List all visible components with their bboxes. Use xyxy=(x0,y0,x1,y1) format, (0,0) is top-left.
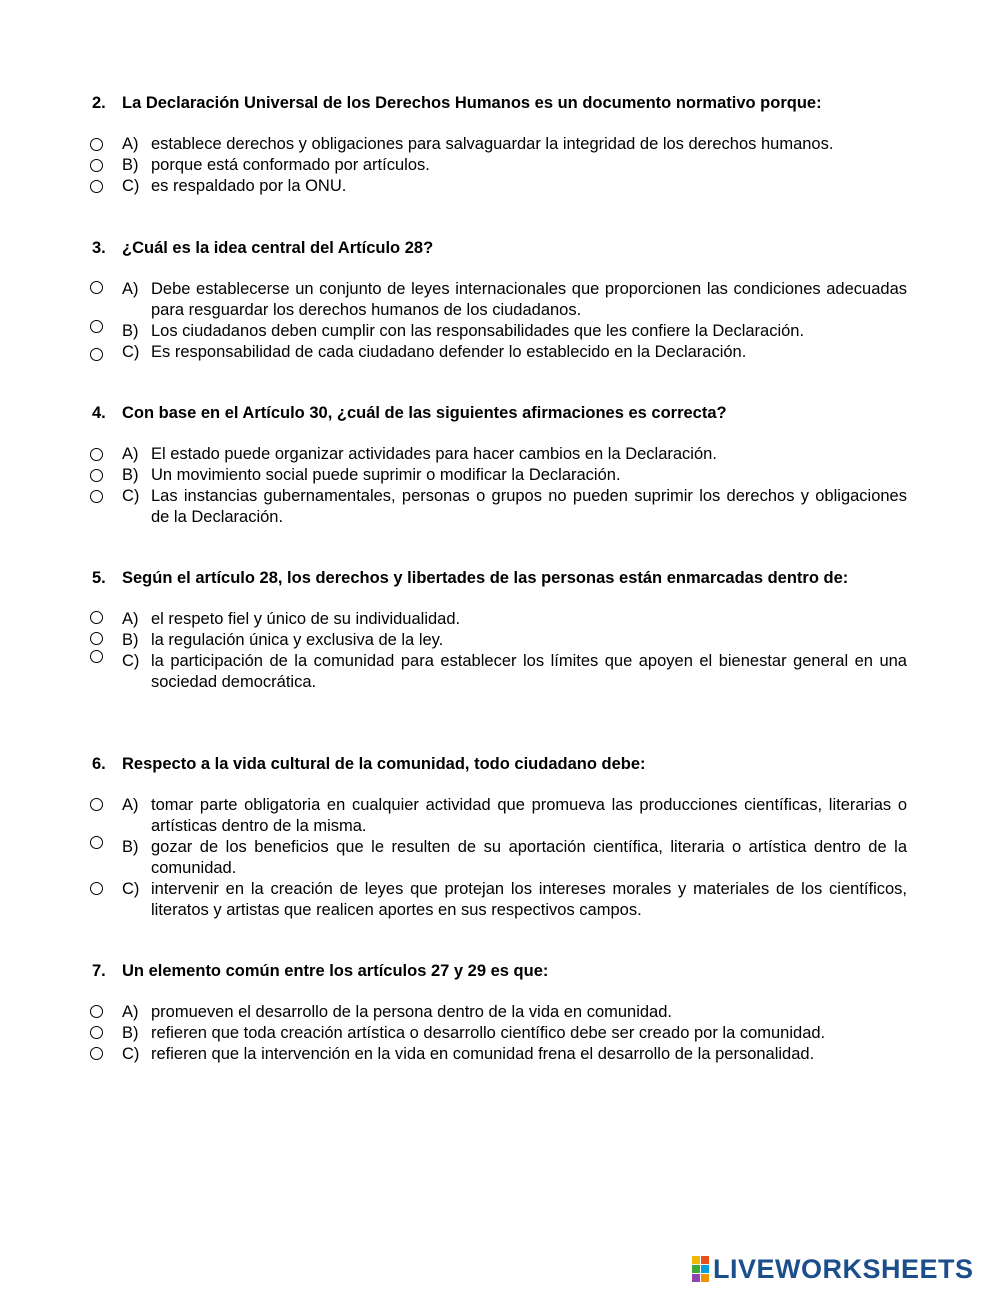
radio-button[interactable] xyxy=(90,348,103,361)
question-text: ¿Cuál es la idea central del Artículo 28? xyxy=(122,239,434,257)
question-number: 2. xyxy=(92,94,106,112)
logo-mark-icon xyxy=(692,1256,709,1282)
option-a[interactable] xyxy=(0,279,1000,321)
option-a[interactable] xyxy=(0,1002,1000,1023)
option-text: Un movimiento social puede suprimir o modificar la Declaración. xyxy=(151,466,621,484)
options-list xyxy=(0,1002,1000,1065)
question-number: 3. xyxy=(92,239,106,257)
logo-square xyxy=(692,1274,700,1282)
option-a[interactable] xyxy=(0,444,1000,465)
option-a[interactable] xyxy=(0,609,1000,630)
question-number: 6. xyxy=(92,755,106,773)
question-title xyxy=(92,93,907,114)
option-letter: B) xyxy=(122,1024,139,1042)
question-text: La Declaración Universal de los Derechos Humanos es un documento normativo porque: xyxy=(122,94,822,112)
radio-button[interactable] xyxy=(90,650,103,663)
option-text: refieren que toda creación artística o desarrollo científico debe ser creado por la comunidad. xyxy=(151,1024,826,1042)
question-number: 4. xyxy=(92,404,106,422)
question-7 xyxy=(0,961,1000,1065)
option-letter: C) xyxy=(122,343,140,361)
radio-button[interactable] xyxy=(90,138,103,151)
option-text: es respaldado por la ONU. xyxy=(151,177,347,195)
option-letter: B) xyxy=(122,631,139,649)
option-letter: B) xyxy=(122,838,139,856)
question-4 xyxy=(0,403,1000,528)
question-text: Respecto a la vida cultural de la comunidad, todo ciudadano debe: xyxy=(122,755,646,773)
option-c[interactable] xyxy=(0,1044,1000,1065)
radio-button[interactable] xyxy=(90,159,103,172)
option-a[interactable] xyxy=(0,134,1000,155)
option-text: establece derechos y obligaciones para salvaguardar la integridad de los derechos humanos. xyxy=(151,135,834,153)
radio-button[interactable] xyxy=(90,180,103,193)
question-3 xyxy=(0,238,1000,363)
radio-button[interactable] xyxy=(90,448,103,461)
radio-button[interactable] xyxy=(90,1047,103,1060)
option-letter: B) xyxy=(122,322,139,340)
logo-square xyxy=(701,1274,709,1282)
question-title xyxy=(92,961,907,982)
options-list xyxy=(0,444,1000,528)
option-letter: A) xyxy=(122,280,139,298)
option-letter: C) xyxy=(122,177,140,195)
option-text: el respeto fiel y único de su individualidad. xyxy=(151,610,461,628)
question-text: Un elemento común entre los artículos 27 y 29 es que: xyxy=(122,962,549,980)
option-text: intervenir en la creación de leyes que protejan los intereses morales y materiales de los científicos, literatos y artistas que realicen aportes en sus respectivos campos. xyxy=(151,880,907,919)
logo-square xyxy=(692,1256,700,1264)
option-text: tomar parte obligatoria en cualquier actividad que promueva las producciones científicas, literarias o artísticas dentro de la misma. xyxy=(151,796,907,835)
logo-square xyxy=(701,1256,709,1264)
question-text: Con base en el Artículo 30, ¿cuál de las siguientes afirmaciones es correcta? xyxy=(122,404,727,422)
option-text: El estado puede organizar actividades para hacer cambios en la Declaración. xyxy=(151,445,717,463)
option-c[interactable] xyxy=(0,176,1000,197)
radio-button[interactable] xyxy=(90,836,103,849)
option-text: porque está conformado por artículos. xyxy=(151,156,430,174)
option-c[interactable] xyxy=(0,486,1000,528)
radio-button[interactable] xyxy=(90,882,103,895)
options-list xyxy=(0,279,1000,363)
logo-text: LIVEWORKSHEETS xyxy=(713,1253,974,1284)
option-a[interactable] xyxy=(0,795,1000,837)
radio-button[interactable] xyxy=(90,281,103,294)
option-letter: A) xyxy=(122,796,139,814)
option-b[interactable] xyxy=(0,837,1000,879)
question-number: 5. xyxy=(92,569,106,587)
option-text: Debe establecerse un conjunto de leyes internacionales que proporcionen las condiciones adecuadas para resguardar los derechos humanos de los ciudadanos. xyxy=(151,280,907,319)
option-text: la regulación única y exclusiva de la ley. xyxy=(151,631,444,649)
option-letter: C) xyxy=(122,1045,140,1063)
logo-square xyxy=(701,1265,709,1273)
options-list xyxy=(0,609,1000,693)
radio-button[interactable] xyxy=(90,798,103,811)
radio-button[interactable] xyxy=(90,320,103,333)
radio-button[interactable] xyxy=(90,611,103,624)
option-text: refieren que la intervención en la vida en comunidad frena el desarrollo de la personalidad. xyxy=(151,1045,815,1063)
option-text: promueven el desarrollo de la persona dentro de la vida en comunidad. xyxy=(151,1003,672,1021)
options-list xyxy=(0,134,1000,197)
option-letter: A) xyxy=(122,610,139,628)
option-letter: C) xyxy=(122,880,140,898)
question-title xyxy=(92,754,907,775)
liveworksheets-logo xyxy=(692,1253,974,1284)
question-title xyxy=(92,568,907,589)
question-title xyxy=(92,238,907,259)
option-b[interactable] xyxy=(0,630,1000,651)
option-text: la participación de la comunidad para establecer los límites que apoyen el bienestar general en una sociedad democrática. xyxy=(151,652,907,691)
option-letter: A) xyxy=(122,135,139,153)
option-text: Las instancias gubernamentales, personas o grupos no pueden suprimir los derechos y obligaciones de la Declaración. xyxy=(151,487,907,526)
option-c[interactable] xyxy=(0,342,1000,363)
option-b[interactable] xyxy=(0,321,1000,342)
question-title xyxy=(92,403,907,424)
option-letter: A) xyxy=(122,1003,139,1021)
radio-button[interactable] xyxy=(90,1026,103,1039)
option-b[interactable] xyxy=(0,465,1000,486)
question-2 xyxy=(0,93,1000,197)
option-letter: A) xyxy=(122,445,139,463)
option-b[interactable] xyxy=(0,155,1000,176)
option-letter: C) xyxy=(122,487,140,505)
question-text: Según el artículo 28, los derechos y libertades de las personas están enmarcadas dentro de: xyxy=(122,569,849,587)
option-c[interactable] xyxy=(0,651,1000,693)
radio-button[interactable] xyxy=(90,490,103,503)
options-list xyxy=(0,795,1000,921)
option-c[interactable] xyxy=(0,879,1000,921)
option-letter: C) xyxy=(122,652,140,670)
logo-square xyxy=(692,1265,700,1273)
option-text: gozar de los beneficios que le resulten de su aportación científica, literaria o artística dentro de la comunidad. xyxy=(151,838,907,877)
radio-button[interactable] xyxy=(90,469,103,482)
question-5 xyxy=(0,568,1000,693)
option-letter: B) xyxy=(122,466,139,484)
question-number: 7. xyxy=(92,962,106,980)
option-letter: B) xyxy=(122,156,139,174)
option-text: Es responsabilidad de cada ciudadano defender lo establecido en la Declaración. xyxy=(151,343,747,361)
option-text: Los ciudadanos deben cumplir con las responsabilidades que les confiere la Declaración. xyxy=(151,322,805,340)
radio-button[interactable] xyxy=(90,632,103,645)
radio-button[interactable] xyxy=(90,1005,103,1018)
option-b[interactable] xyxy=(0,1023,1000,1044)
question-6 xyxy=(0,754,1000,921)
